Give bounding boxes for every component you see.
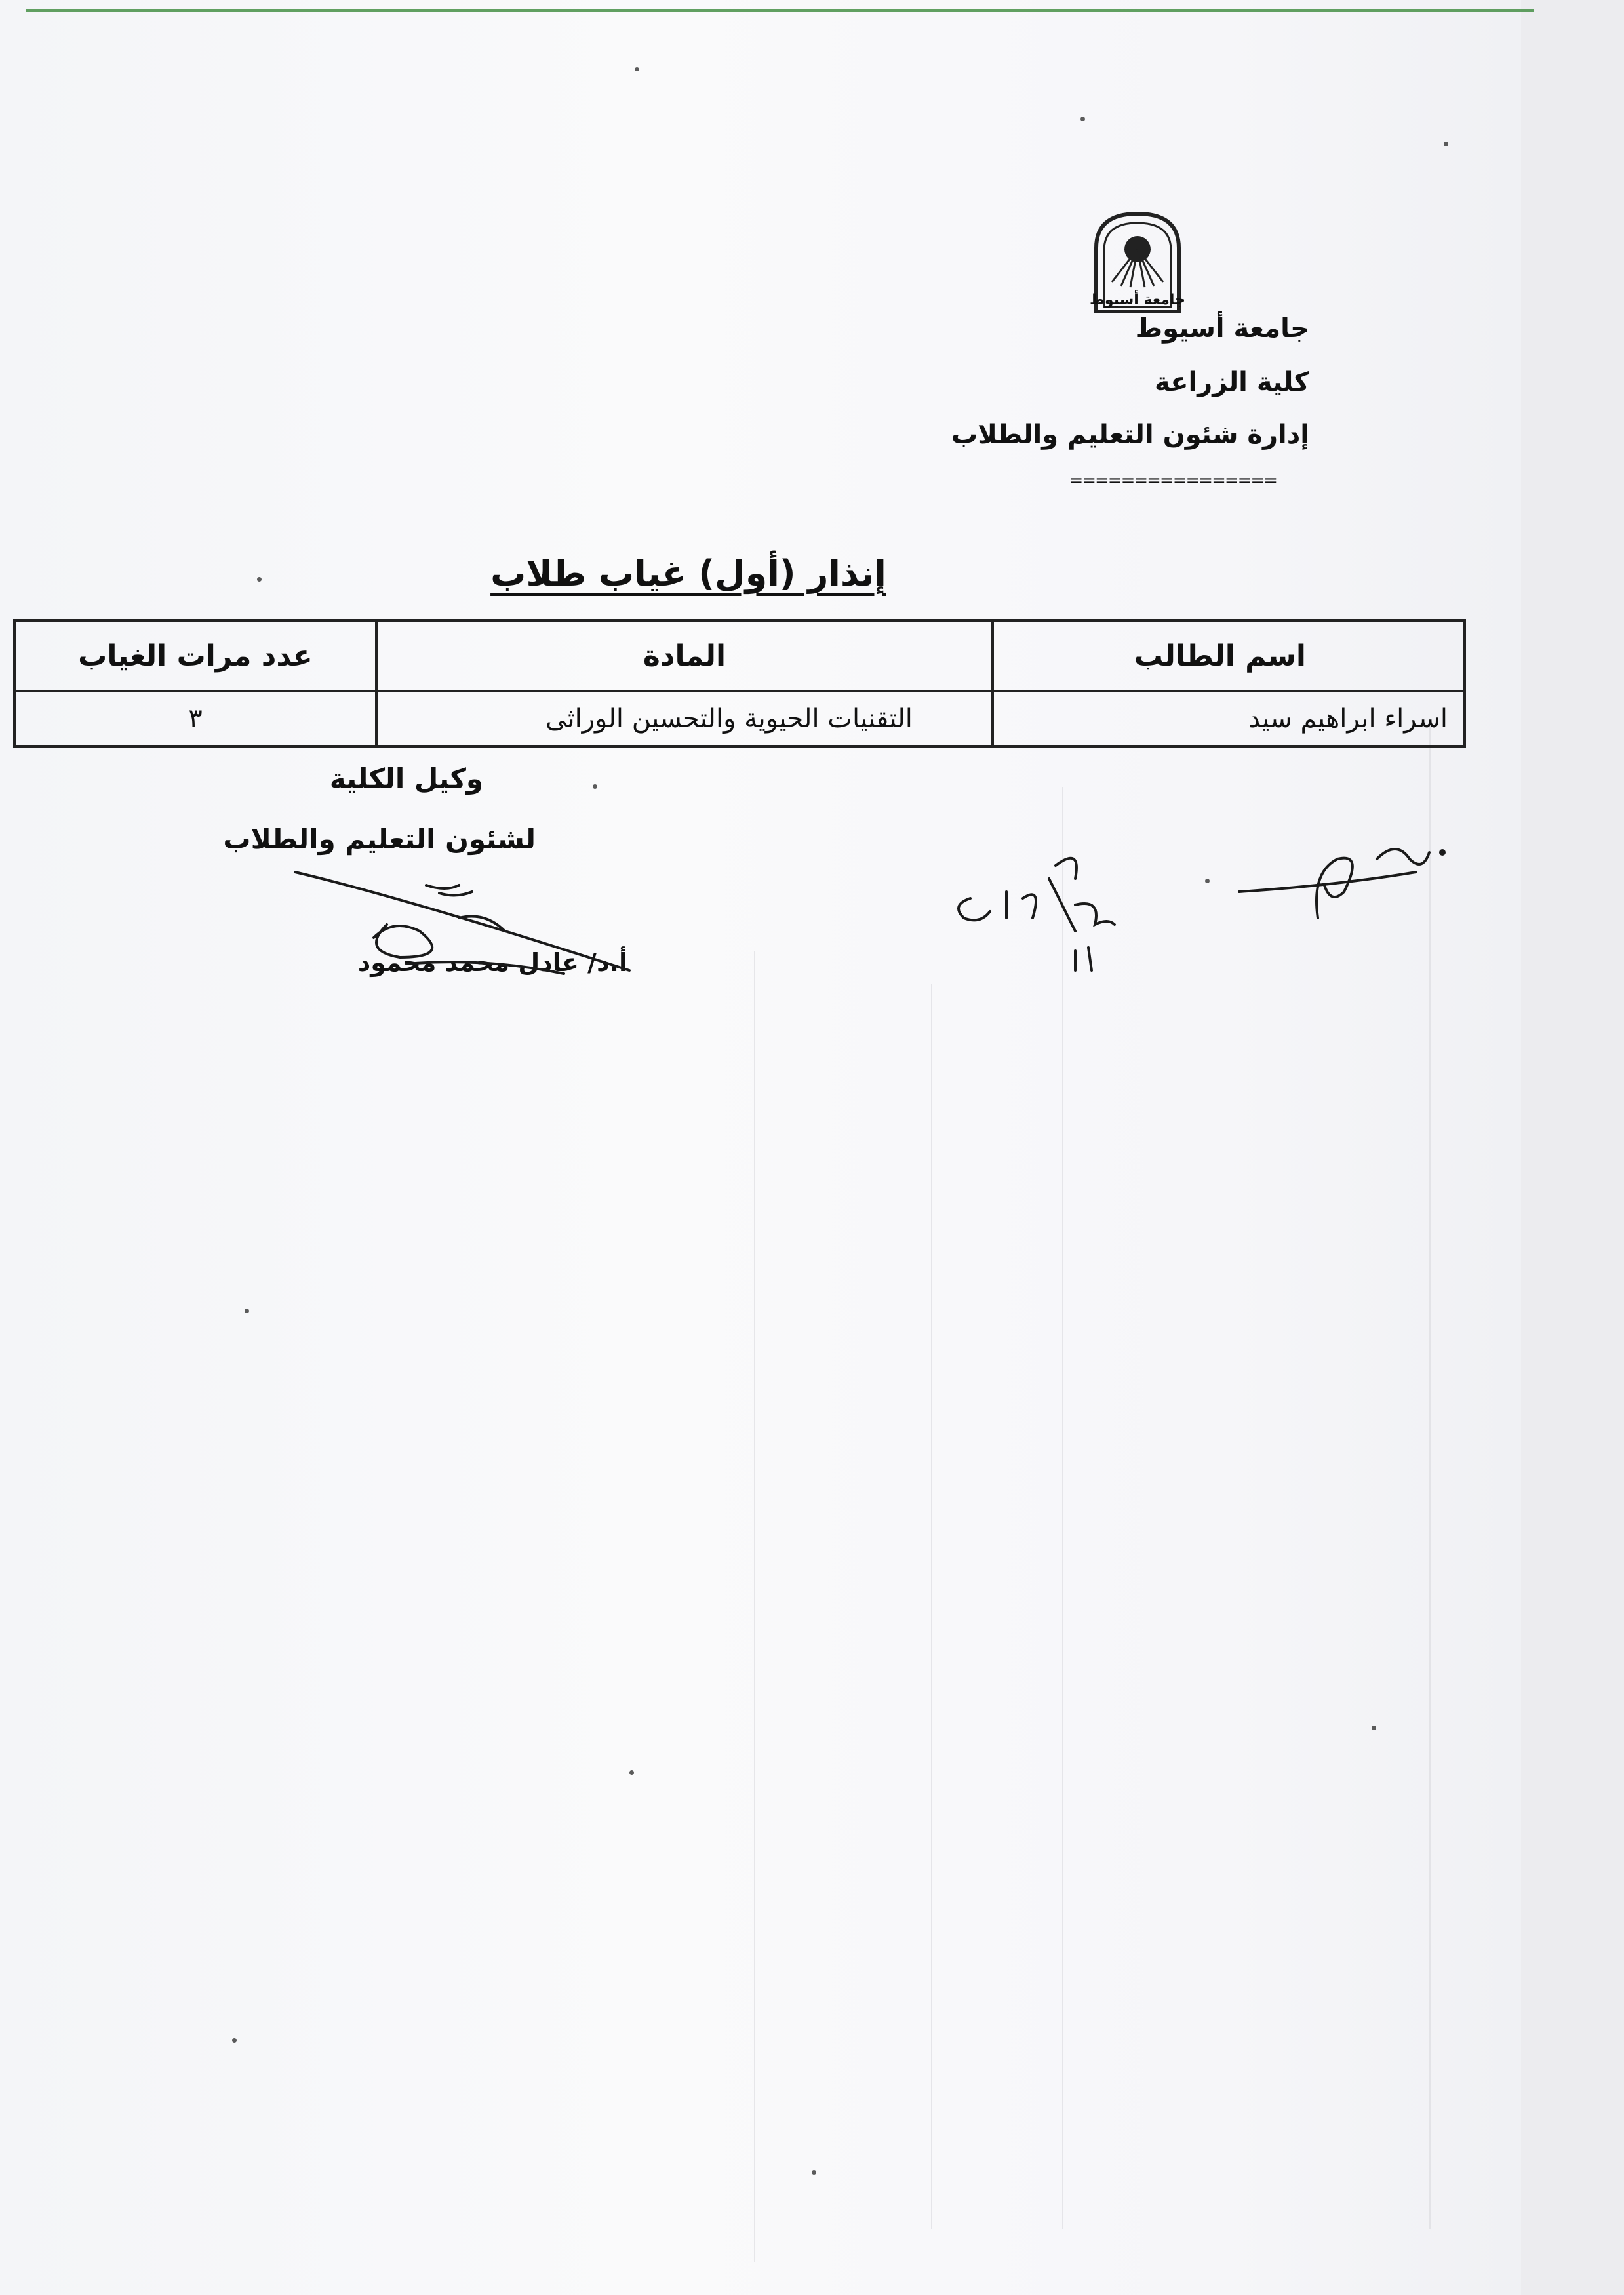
header-absence-count: عدد مرات الغياب [14,620,376,691]
absence-table [13,619,1466,748]
speck [1205,879,1210,883]
speck [1080,117,1085,121]
speck [629,1770,634,1775]
speck [1444,142,1448,146]
table-header-row [14,620,1465,691]
header-student-name: اسم الطالب [993,620,1465,691]
scan-streak [754,951,755,2262]
speck [812,2170,816,2175]
top-edge-line [26,9,1534,12]
faculty-name: كلية الزراعة [1154,367,1309,397]
handwritten-date [944,839,1121,977]
university-logo [1088,209,1187,313]
speck [257,577,262,582]
scan-streak [1062,787,1063,2229]
university-name: جامعة أسيوط [1135,313,1309,344]
logo-text: جامعة أسيوط [1090,292,1185,308]
handwritten-signature [288,859,643,990]
scan-streak [1429,721,1431,2229]
department-name: إدارة شئون التعليم والطلاب [951,420,1309,450]
header-rule: ================ [1069,471,1277,490]
cell-absence-count: ٣ [14,691,376,746]
speck [245,1309,249,1313]
speck [232,2038,237,2043]
table-row [14,691,1465,746]
signatory-title: وكيل الكلية [329,763,483,795]
scan-edge-shade [1521,0,1624,2295]
speck [593,784,597,789]
speck [1372,1726,1376,1730]
cell-student-name: اسراء ابراهيم سيد [993,691,1465,746]
cell-subject: التقنيات الحيوية والتحسين الوراثى [376,691,993,746]
document-title: إنذار (أول) غياب طلاب [490,553,886,594]
speck [635,67,639,71]
header-subject: المادة [376,620,993,691]
handwritten-initials [1233,833,1456,931]
signatory-name: أ.د/ عادل محمد محمود [357,948,627,977]
signatory-department: لشئون التعليم والطلاب [223,823,536,855]
scan-streak [931,984,932,2229]
